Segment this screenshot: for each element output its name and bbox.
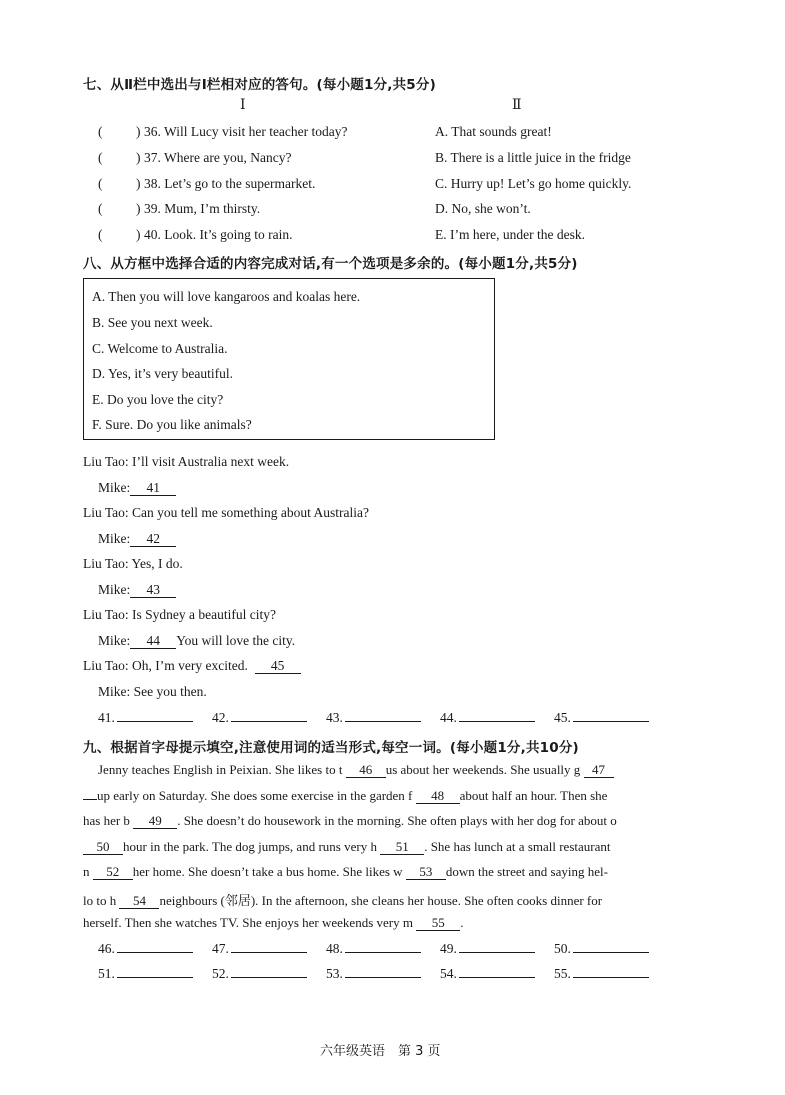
- answer-label: 41.: [98, 710, 115, 725]
- question-37: 37. Where are you, Nancy?: [144, 150, 292, 165]
- answer-line[interactable]: [345, 977, 421, 978]
- answer-slot-47[interactable]: [212, 941, 307, 957]
- dialogue-line: [98, 531, 176, 547]
- dialogue-line: Liu Tao: Yes, I do.: [83, 556, 183, 571]
- column-1-header: Ⅰ: [240, 97, 246, 113]
- answer-label: 53.: [326, 966, 343, 981]
- dialogue-line: [98, 582, 176, 598]
- blank-52[interactable]: 52: [93, 865, 133, 880]
- passage-text: neighbours (邻居). In the afternoon, she cleans her house. She often cooks dinner for: [159, 893, 603, 908]
- box-option-a: A. Then you will love kangaroos and koalas here.: [92, 289, 361, 304]
- answer-label: 48.: [326, 941, 343, 956]
- dialogue-text: Liu Tao: Oh, I’m very excited.: [83, 658, 248, 673]
- passage-line: [83, 788, 703, 804]
- answer-label: 47.: [212, 941, 229, 956]
- question-37-close-paren[interactable]: ): [136, 150, 141, 165]
- question-38-close-paren[interactable]: ): [136, 176, 141, 191]
- blank-42[interactable]: 42: [130, 532, 176, 547]
- answer-label: 54.: [440, 966, 457, 981]
- passage-text: her home. She doesn’t take a bus home. She likes w: [132, 864, 403, 879]
- answer-line[interactable]: [231, 721, 307, 722]
- speaker-mike: Mike:: [98, 480, 131, 495]
- answer-slot-44[interactable]: [440, 710, 535, 726]
- answer-label: 50.: [554, 941, 571, 956]
- answer-slot-49[interactable]: [440, 941, 535, 957]
- question-39-close-paren[interactable]: ): [136, 201, 141, 216]
- passage-text: down the street and saying hel-: [445, 864, 608, 879]
- blank-54[interactable]: 54: [119, 894, 159, 909]
- box-option-e: E. Do you love the city?: [92, 392, 224, 407]
- dialogue-line: [83, 658, 301, 674]
- answer-label: 43.: [326, 710, 343, 725]
- answer-slot-54[interactable]: [440, 966, 535, 982]
- section9-title: 九、根据首字母提示填空,注意使用词的适当形式,每空一词。(每小题1分,共10分): [83, 740, 579, 756]
- passage-text: .: [460, 915, 464, 930]
- box-option-f: F. Sure. Do you like animals?: [92, 417, 252, 432]
- box-option-c: C. Welcome to Australia.: [92, 341, 228, 356]
- question-37-open-paren: (: [98, 150, 103, 165]
- answer-label: 44.: [440, 710, 457, 725]
- section8-title: 八、从方框中选择合适的内容完成对话,有一个选项是多余的。(每小题1分,共5分): [83, 256, 578, 272]
- answer-line[interactable]: [345, 721, 421, 722]
- passage-text: . She doesn’t do housework in the morning. She often plays with her dog for about o: [177, 813, 617, 828]
- answer-label: 49.: [440, 941, 457, 956]
- answer-line[interactable]: [459, 952, 535, 953]
- answer-slot-43[interactable]: [326, 710, 421, 726]
- passage-line: [98, 762, 718, 778]
- blank-48[interactable]: 48: [416, 789, 460, 804]
- section7-title: 七、从Ⅱ栏中选出与Ⅰ栏相对应的答句。(每小题1分,共5分): [83, 77, 436, 93]
- answer-option-a: A. That sounds great!: [435, 124, 552, 139]
- answer-line[interactable]: [573, 952, 649, 953]
- dialogue-line: Liu Tao: Can you tell me something about Australia?: [83, 505, 370, 520]
- box-option-d: D. Yes, it’s very beautiful.: [92, 366, 233, 381]
- answer-label: 42.: [212, 710, 229, 725]
- column-2-header: Ⅱ: [512, 97, 522, 113]
- dialogue-line: Liu Tao: I’ll visit Australia next week.: [83, 454, 290, 469]
- answer-label: 45.: [554, 710, 571, 725]
- blank-47-cont: [83, 799, 97, 800]
- answer-label: 51.: [98, 966, 115, 981]
- answer-slot-42[interactable]: [212, 710, 307, 726]
- blank-47[interactable]: 47: [584, 763, 614, 778]
- question-36-close-paren[interactable]: ): [136, 124, 141, 139]
- passage-line: [83, 890, 703, 909]
- page-footer: 六年级英语 第 3 页: [320, 1044, 441, 1059]
- blank-46[interactable]: 46: [346, 763, 386, 778]
- answer-slot-52[interactable]: [212, 966, 307, 982]
- passage-text: herself. Then she watches TV. She enjoys her weekends very m: [83, 915, 413, 930]
- question-39: 39. Mum, I’m thirsty.: [144, 201, 261, 216]
- passage-line: [83, 915, 703, 931]
- answer-line[interactable]: [459, 721, 535, 722]
- answer-slot-45[interactable]: [554, 710, 649, 726]
- dialogue-line: [98, 633, 295, 649]
- answer-slot-53[interactable]: [326, 966, 421, 982]
- question-36-open-paren: (: [98, 124, 103, 139]
- passage-text: . She has lunch at a small restaurant: [424, 839, 611, 854]
- passage-text: Jenny teaches English in Peixian. She likes to t: [98, 762, 343, 777]
- dialogue-text: You will love the city.: [176, 633, 296, 648]
- passage-line: [83, 813, 703, 829]
- question-39-open-paren: (: [98, 201, 103, 216]
- blank-50[interactable]: 50: [83, 840, 123, 855]
- passage-text: about half an hour. Then she: [459, 788, 608, 803]
- blank-55[interactable]: 55: [416, 916, 460, 931]
- blank-44[interactable]: 44: [130, 634, 176, 649]
- answer-slot-48[interactable]: [326, 941, 421, 957]
- answer-line[interactable]: [345, 952, 421, 953]
- question-40: 40. Look. It’s going to rain.: [144, 227, 293, 242]
- dialogue-line: Liu Tao: Is Sydney a beautiful city?: [83, 607, 277, 622]
- answer-slot-55[interactable]: [554, 966, 649, 982]
- speaker-mike: Mike:: [98, 531, 131, 546]
- question-40-close-paren[interactable]: ): [136, 227, 141, 242]
- passage-text: n: [83, 864, 90, 879]
- answer-label: 46.: [98, 941, 115, 956]
- blank-53[interactable]: 53: [406, 865, 446, 880]
- answer-line[interactable]: [117, 977, 193, 978]
- question-40-open-paren: (: [98, 227, 103, 242]
- answer-option-b: B. There is a little juice in the fridge: [435, 150, 631, 165]
- answer-slot-50[interactable]: [554, 941, 649, 957]
- answer-line[interactable]: [231, 977, 307, 978]
- passage-line: [83, 864, 703, 880]
- answer-line[interactable]: [573, 977, 649, 978]
- dialogue-line: Mike: See you then.: [98, 684, 207, 699]
- question-36: 36. Will Lucy visit her teacher today?: [144, 124, 348, 139]
- answer-slot-41[interactable]: [98, 710, 193, 726]
- passage-line: [83, 839, 703, 855]
- passage-text: us about her weekends. She usually g: [385, 762, 581, 777]
- speaker-mike: Mike:: [98, 633, 131, 648]
- blank-41[interactable]: 41: [130, 481, 176, 496]
- passage-text: has her b: [83, 813, 130, 828]
- answer-option-e: E. I’m here, under the desk.: [435, 227, 585, 242]
- question-38: 38. Let’s go to the supermarket.: [144, 176, 316, 191]
- question-38-open-paren: (: [98, 176, 103, 191]
- answer-label: 55.: [554, 966, 571, 981]
- passage-text: up early on Saturday. She does some exercise in the garden f: [97, 788, 413, 803]
- dialogue-line: [98, 480, 176, 496]
- passage-text: hour in the park. The dog jumps, and runs very h: [123, 839, 377, 854]
- blank-49[interactable]: 49: [133, 814, 177, 829]
- blank-43[interactable]: 43: [130, 583, 176, 598]
- box-option-b: B. See you next week.: [92, 315, 213, 330]
- passage-text: lo to h: [83, 893, 117, 908]
- answer-line[interactable]: [117, 721, 193, 722]
- speaker-mike: Mike:: [98, 582, 131, 597]
- answer-slot-51[interactable]: [98, 966, 193, 982]
- answer-line[interactable]: [117, 952, 193, 953]
- answer-line[interactable]: [573, 721, 649, 722]
- answer-line[interactable]: [231, 952, 307, 953]
- options-box: [83, 278, 495, 440]
- answer-slot-46[interactable]: [98, 941, 193, 957]
- blank-51[interactable]: 51: [380, 840, 424, 855]
- blank-45[interactable]: 45: [255, 659, 301, 674]
- answer-option-c: C. Hurry up! Let’s go home quickly.: [435, 176, 632, 191]
- answer-label: 52.: [212, 966, 229, 981]
- answer-option-d: D. No, she won’t.: [435, 201, 531, 216]
- answer-line[interactable]: [459, 977, 535, 978]
